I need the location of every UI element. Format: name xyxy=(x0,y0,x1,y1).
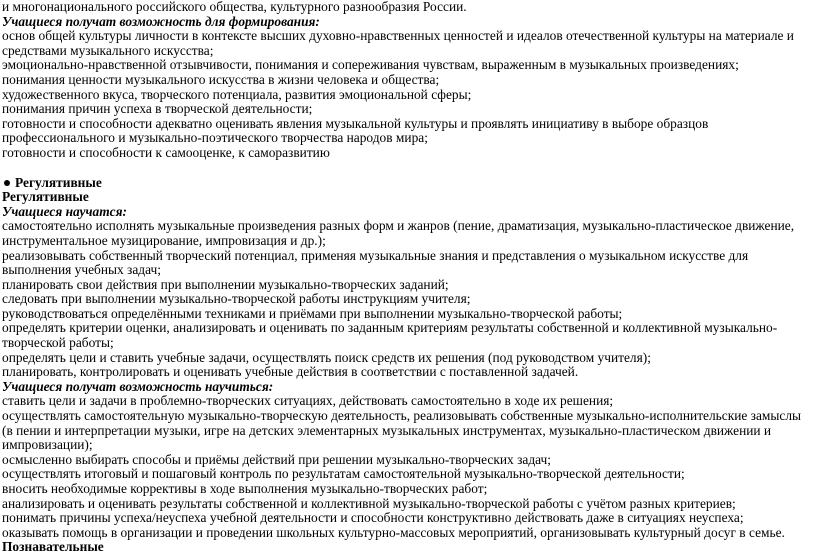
list-item: основ общей культуры личности в контексте высших духовно-нравственных ценностей и идеалов отечественной культуры на материале и средствами музыкального искусства; xyxy=(2,28,794,58)
section-bullet-label: Регулятивные xyxy=(15,174,102,190)
bullet-icon xyxy=(4,180,10,186)
list-item: следовать при выполнении музыкально-творческой работы инструкциям учителя; xyxy=(2,291,471,307)
heading-students-will-learn: Учащиеся научатся: xyxy=(2,203,127,219)
list-regulative-basic xyxy=(2,219,812,380)
list-item: понимания причин успеха в творческой деятельности; xyxy=(2,101,313,117)
next-section-title: Познавательные xyxy=(2,539,104,555)
list-item: планировать свои действия при выполнении музыкально-творческих заданий; xyxy=(2,276,449,292)
list-item: определять критерии оценки, анализировать и оценивать по заданным критериям результаты собственной и коллективной музыкально-творческой работы; xyxy=(2,320,778,351)
list-item: понимания ценности музыкального искусства в жизни человека и общества; xyxy=(2,71,440,87)
section-title: Регулятивные xyxy=(2,189,89,205)
list-item: эмоционально-нравственной отзывчивости, понимания и сопереживания чувствам, выраженным в музыкальных произведениях; xyxy=(2,57,739,73)
list-item: ставить цели и задачи в проблемно-творческих ситуациях, действовать самостоятельно в ходе их решения; xyxy=(2,393,614,409)
list-item: руководствоваться определёнными техниками и приёмами при выполнении музыкально-творческой работы; xyxy=(2,305,623,321)
heading-opportunity-learn: Учащиеся получат возможность научиться: xyxy=(2,378,274,394)
list-personal-results xyxy=(2,29,812,160)
list-item: готовности и способности к самооценке, к саморазвитию xyxy=(2,144,330,160)
list-item: самостоятельно исполнять музыкальные произведения разных форм и жанров (пение, драматизация, музыкально-пластическое движение, инструментальное музицирование, импровизация и др.); xyxy=(2,218,795,248)
section-bullet xyxy=(2,176,812,191)
list-item: осмысленно выбирать способы и приёмы действий при решении музыкально-творческих задач; xyxy=(2,451,552,467)
intro-line: и многонационального российского общества, культурного разнообразия России. xyxy=(2,0,467,14)
list-item: осуществлять итоговый и пошаговый контроль по результатам самостоятельной музыкально-творческой деятельности; xyxy=(2,466,685,482)
list-item: осуществлять самостоятельную музыкально-творческую деятельность, реализовывать собственные музыкально-исполнительские замыслы (в пении и интерпретации музыки, игре на детских элементарных музыкальных инструментах, музыкально-пластическом движении и импровизации); xyxy=(2,408,802,453)
heading-opportunity-formation: Учащиеся получат возможность для формирования: xyxy=(2,13,320,29)
list-regulative-advanced xyxy=(2,394,812,540)
list-item: анализировать и оценивать результаты собственной и коллективной музыкально-творческой работы с учётом разных критериев; xyxy=(2,495,736,511)
list-item: планировать, контролировать и оценивать учебные действия в соответствии с поставленной задачей. xyxy=(2,364,579,380)
list-item: реализовывать собственный творческий потенциал, применяя музыкальные знания и представления о музыкальном искусстве для выполнения учебных задач; xyxy=(2,247,749,278)
list-item: готовности и способности адекватно оценивать явления музыкальной культуры и проявлять инициативу в выборе образцов профессионального и музыкально-поэтического творчества народов мира; xyxy=(2,115,709,146)
list-item: понимать причины успеха/неуспеха учебной деятельности и способности конструктивно действовать даже в ситуациях неуспеха; xyxy=(2,510,744,526)
list-item: вносить необходимые коррективы в ходе выполнения музыкально-творческих работ; xyxy=(2,481,488,496)
list-item: оказывать помощь в организации и проведении школьных культурно-массовых мероприятий, организовывать культурный досуг в семье. xyxy=(2,524,785,540)
list-item: определять цели и ставить учебные задачи, осуществлять поиск средств их решения (под руководством учителя); xyxy=(2,349,651,365)
list-item: художественного вкуса, творческого потенциала, развития эмоциональной сферы; xyxy=(2,86,472,102)
